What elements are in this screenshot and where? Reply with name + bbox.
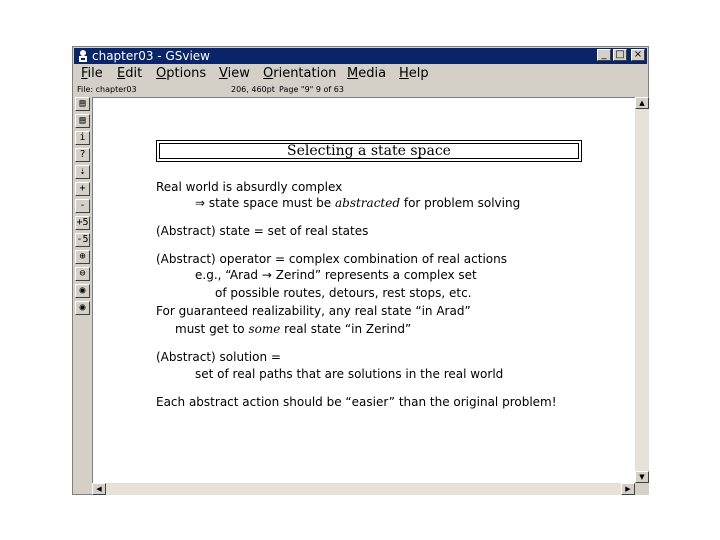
help-button[interactable]: ? [75,148,90,162]
scroll-right-arrow-icon[interactable]: ▶ [621,483,635,495]
menu-help[interactable] [399,65,429,83]
slide-emphasis: some [248,322,281,336]
scroll-up-arrow-icon[interactable]: ▲ [635,97,649,109]
size-grip[interactable] [635,483,649,495]
menu-bar [73,65,648,83]
status-file: File: chapter03 [77,85,137,94]
close-button[interactable]: × [631,49,645,61]
menu-edit-label: dit [125,66,143,81]
status-coordinates: 206, 460pt [231,85,275,94]
menu-media-label: edia [358,66,387,81]
slide-line [175,322,411,336]
slide-emphasis: abstracted [334,196,401,210]
status-line [73,84,648,96]
menu-options[interactable] [156,65,206,83]
gsview-window [72,46,649,495]
slide-line: For guaranteed realizability, any real state “in Arad” [156,304,471,318]
title-bar[interactable] [74,48,647,64]
slide-title: Selecting a state space [159,143,579,159]
menu-options-accel: O [156,66,167,81]
menu-file-accel: F [81,66,88,81]
slide-line: (Abstract) solution = [156,350,281,364]
slide-text: must get to [175,322,249,336]
skip-forward-5-button[interactable]: +5 [76,217,89,228]
magnify-button[interactable]: ◉ [75,284,90,298]
zoom-out-button[interactable]: ⊖ [75,267,90,281]
print-button[interactable]: ▤ [75,114,90,128]
slide-text: for problem solving [400,196,521,210]
menu-help-accel: H [399,66,409,81]
slide-line [195,196,520,210]
menu-view[interactable] [219,65,250,83]
menu-file-label: ile [87,66,103,81]
window-title: chapter03 - GSview [92,49,210,63]
previous-page-button[interactable]: - [75,199,90,213]
zoom-in-button[interactable]: ⊕ [75,250,90,264]
view-mode-button[interactable]: ◉ [75,301,90,315]
scroll-left-arrow-icon[interactable]: ◀ [92,483,106,495]
menu-view-accel: V [219,66,228,81]
goto-page-button[interactable]: ⇣ [75,165,90,179]
info-button[interactable]: i [75,131,90,145]
slide-line: Real world is absurdly complex [156,180,343,194]
status-page: Page "9" 9 of 63 [279,85,344,94]
menu-options-label: ptions [166,66,207,81]
slide-line: e.g., “Arad → Zerind” represents a complex set [195,268,477,282]
menu-orientation-accel: O [263,66,274,81]
menu-view-label: iew [227,66,250,81]
menu-help-label: elp [408,66,429,81]
menu-orientation-label: rientation [273,66,337,81]
slide-text: real state “in Zerind” [280,322,412,336]
slide-line: (Abstract) operator = complex combination of real actions [156,252,507,266]
next-page-button[interactable]: + [75,182,90,196]
menu-file[interactable] [81,65,103,83]
slide-line: (Abstract) state = set of real states [156,224,369,238]
maximize-button[interactable]: □ [613,49,627,61]
menu-orientation[interactable] [263,65,336,83]
slide-line: set of real paths that are solutions in the real world [195,367,504,381]
minimize-button[interactable]: _ [597,49,611,61]
slide-title-frame [156,140,582,162]
slide-text: ⇒ state space must be [195,196,335,210]
menu-media[interactable] [347,65,386,83]
menu-edit-accel: E [117,66,126,81]
open-file-button[interactable]: ▤ [75,97,90,111]
skip-back-5-button[interactable]: -5 [76,234,89,245]
menu-media-accel: M [347,66,359,81]
slide-line: Each abstract action should be “easier” than the original problem! [156,395,557,409]
gsview-app-icon [77,49,89,63]
slide-line: of possible routes, detours, rest stops, etc. [215,286,472,300]
menu-edit[interactable] [117,65,142,83]
vertical-scrollbar[interactable] [635,97,649,483]
horizontal-scrollbar[interactable] [92,483,635,495]
scroll-down-arrow-icon[interactable]: ▼ [635,471,649,483]
document-view[interactable] [92,97,635,483]
